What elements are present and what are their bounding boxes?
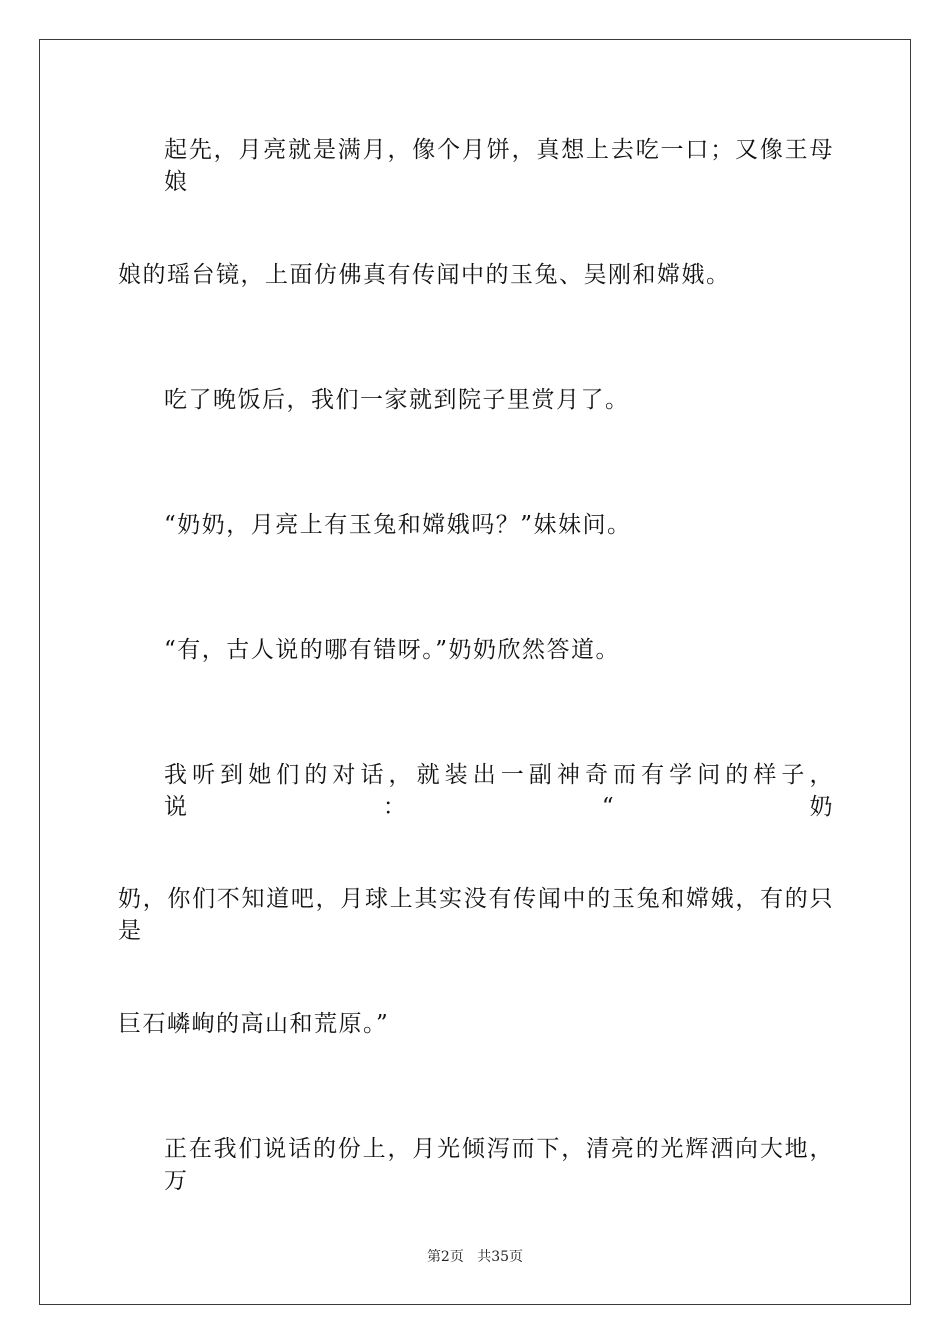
paragraph-3: “奶奶，月亮上有玉兔和嫦娥吗？”妹妹问。 [164, 512, 632, 538]
page-footer [0, 1247, 950, 1267]
paragraph-2: 吃了晚饭后，我们一家就到院子里赏月了。 [164, 387, 630, 413]
paragraph-5-line-1: 我听到她们的对话，就装出一副神奇而有学问的样子，说：“奶 [164, 762, 834, 820]
paragraph-5-line-2: 奶，你们不知道吧，月球上其实没有传闻中的玉兔和嫦娥，有的只是 [118, 886, 834, 944]
page-total: 共35页 [477, 1249, 524, 1265]
paragraph-6-line-1: 正在我们说话的份上，月光倾泻而下，清亮的光辉洒向大地，万 [164, 1136, 834, 1194]
page-border [39, 39, 911, 1305]
paragraph-5-line-3: 巨石嶙峋的高山和荒原。” [118, 1011, 390, 1037]
paragraph-1-line-2: 娘的瑶台镜，上面仿佛真有传闻中的玉兔、吴刚和嫦娥。 [118, 262, 731, 288]
paragraph-4: “有，古人说的哪有错呀。”奶奶欣然答道。 [164, 637, 621, 663]
page-number: 第2页 [426, 1249, 464, 1265]
paragraph-1-line-1: 起先，月亮就是满月，像个月饼，真想上去吃一口；又像王母娘 [164, 137, 834, 195]
